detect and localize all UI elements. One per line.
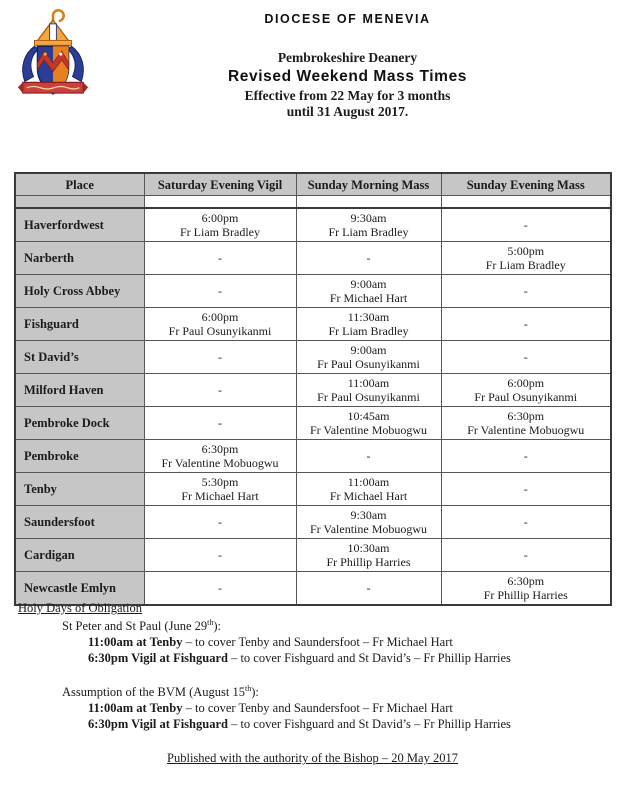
mass-time-cell: 6:30pm Fr Phillip Harries xyxy=(441,572,611,606)
mass-time-cell: 9:30am Fr Valentine Mobuogwu xyxy=(296,506,441,539)
table-row xyxy=(15,308,611,341)
table-header-row xyxy=(15,173,611,196)
table-row xyxy=(15,407,611,440)
mass-time-cell: - xyxy=(441,440,611,473)
mass-time-cell: 9:00am Fr Michael Hart xyxy=(296,275,441,308)
mass-time-cell: - xyxy=(441,506,611,539)
place-cell: Haverfordwest xyxy=(15,208,144,242)
mass-time-cell: - xyxy=(441,473,611,506)
place-cell: Tenby xyxy=(15,473,144,506)
place-cell: Pembroke Dock xyxy=(15,407,144,440)
holy-days-heading: Holy Days of Obligation xyxy=(18,601,142,615)
mass-time-cell: 11:30am Fr Liam Bradley xyxy=(296,308,441,341)
spacer-cell xyxy=(296,196,441,209)
holy-day-mass-line: 6:30pm Vigil at Fishguard – to cover Fishguard and St David’s – Fr Phillip Harries xyxy=(88,651,511,665)
column-header-saturday-vigil: Saturday Evening Vigil xyxy=(144,173,296,196)
spacer-cell xyxy=(15,196,144,209)
place-cell: St David’s xyxy=(15,341,144,374)
mass-time-cell: 11:00am Fr Michael Hart xyxy=(296,473,441,506)
mass-time-cell: - xyxy=(144,407,296,440)
effective-line-2: until 31 August 2017. xyxy=(286,104,409,119)
mass-time-cell: 9:30am Fr Liam Bradley xyxy=(296,208,441,242)
spacer-cell xyxy=(144,196,296,209)
effective-dates xyxy=(70,88,625,120)
mass-time-cell: - xyxy=(441,341,611,374)
mass-time-cell: 6:00pm Fr Paul Osunyikanmi xyxy=(441,374,611,407)
mass-time-cell: - xyxy=(144,275,296,308)
table-row xyxy=(15,275,611,308)
effective-line-1: Effective from 22 May for 3 months xyxy=(244,88,451,103)
table-row xyxy=(15,242,611,275)
holy-day-mass-line: 6:30pm Vigil at Fishguard – to cover Fishguard and St David’s – Fr Phillip Harries xyxy=(88,717,511,731)
deanery-subtitle: Pembrokeshire Deanery xyxy=(277,50,418,65)
mass-time-cell: 6:30pm Fr Valentine Mobuogwu xyxy=(144,440,296,473)
page-title: Revised Weekend Mass Times xyxy=(227,68,468,85)
mass-table-body xyxy=(15,196,611,606)
place-cell: Holy Cross Abbey xyxy=(15,275,144,308)
mass-time-cell: - xyxy=(144,506,296,539)
holy-day-mass-line: 11:00am at Tenby – to cover Tenby and Saundersfoot – Fr Michael Hart xyxy=(88,635,453,649)
mass-time-cell: - xyxy=(144,374,296,407)
place-cell: Saundersfoot xyxy=(15,506,144,539)
mass-time-cell: 10:30am Fr Phillip Harries xyxy=(296,539,441,572)
mass-time-cell: - xyxy=(441,539,611,572)
mass-time-cell: 11:00am Fr Paul Osunyikanmi xyxy=(296,374,441,407)
document-header xyxy=(70,12,625,120)
table-row xyxy=(15,473,611,506)
table-row xyxy=(15,341,611,374)
spacer-row xyxy=(15,196,611,209)
mass-time-cell: 6:30pm Fr Valentine Mobuogwu xyxy=(441,407,611,440)
mass-time-cell: - xyxy=(144,341,296,374)
table-row xyxy=(15,208,611,242)
column-header-sunday-evening: Sunday Evening Mass xyxy=(441,173,611,196)
table-row xyxy=(15,374,611,407)
mass-time-cell: - xyxy=(296,572,441,606)
mass-time-cell: - xyxy=(441,208,611,242)
holy-days-section xyxy=(18,600,618,748)
place-cell: Cardigan xyxy=(15,539,144,572)
holy-day-event-title: Assumption of the BVM (August 15th): xyxy=(62,683,259,699)
column-header-sunday-morning: Sunday Morning Mass xyxy=(296,173,441,196)
table-row xyxy=(15,440,611,473)
mass-time-cell: - xyxy=(441,308,611,341)
place-cell: Narberth xyxy=(15,242,144,275)
place-cell: Fishguard xyxy=(15,308,144,341)
mass-time-cell: 5:30pm Fr Michael Hart xyxy=(144,473,296,506)
organization-title: DIOCESE OF MENEVIA xyxy=(264,12,431,26)
mass-time-cell: 6:00pm Fr Paul Osunyikanmi xyxy=(144,308,296,341)
mass-time-cell: 6:00pm Fr Liam Bradley xyxy=(144,208,296,242)
table-row xyxy=(15,506,611,539)
holy-days-events xyxy=(18,618,618,748)
place-cell: Pembroke xyxy=(15,440,144,473)
publication-footer-text: Published with the authority of the Bishop – 20 May 2017 xyxy=(167,751,458,765)
mass-time-cell: 9:00am Fr Paul Osunyikanmi xyxy=(296,341,441,374)
spacer-cell xyxy=(441,196,611,209)
holy-day-event-title: St Peter and St Paul (June 29th): xyxy=(62,617,222,633)
mass-time-cell: - xyxy=(296,242,441,275)
column-header-place: Place xyxy=(15,173,144,196)
mass-time-cell: - xyxy=(296,440,441,473)
table-row xyxy=(15,539,611,572)
mass-time-cell: 5:00pm Fr Liam Bradley xyxy=(441,242,611,275)
mass-time-cell: - xyxy=(441,275,611,308)
place-cell: Newcastle Emlyn xyxy=(15,572,144,606)
holy-day-mass-line: 11:00am at Tenby – to cover Tenby and Saundersfoot – Fr Michael Hart xyxy=(88,701,453,715)
mass-time-cell: - xyxy=(144,539,296,572)
mass-time-cell: - xyxy=(144,242,296,275)
mass-times-table xyxy=(14,172,612,606)
mass-time-cell: - xyxy=(144,572,296,606)
mass-time-cell: 10:45am Fr Valentine Mobuogwu xyxy=(296,407,441,440)
publication-footer xyxy=(0,751,625,766)
place-cell: Milford Haven xyxy=(15,374,144,407)
